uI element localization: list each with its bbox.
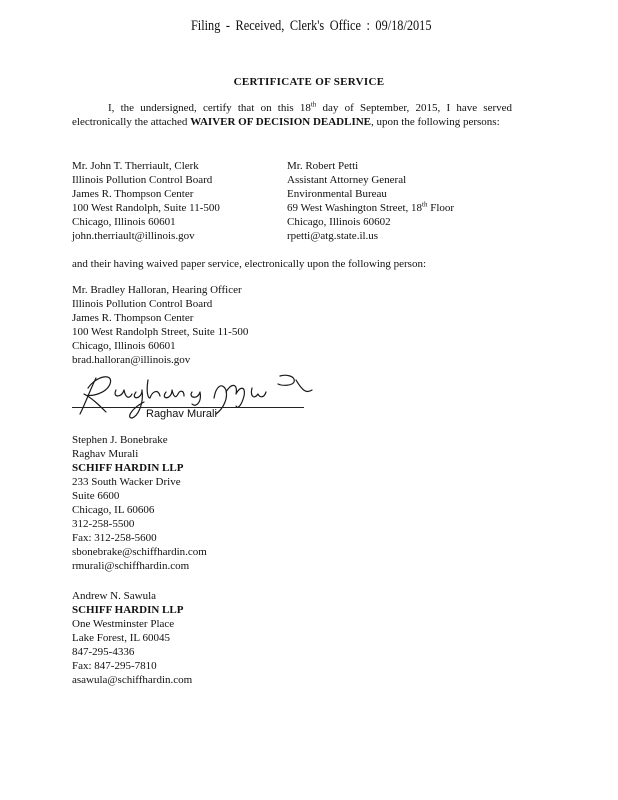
intro-paragraph (72, 101, 512, 129)
document-name: WAIVER OF DECISION DEADLINE (190, 116, 372, 128)
address-line: Mr. John T. Therriault, Clerk (72, 160, 199, 172)
address-line: Mr. Robert Petti (287, 160, 359, 172)
email-address: asawula@schiffhardin.com (72, 674, 193, 686)
recipient-clerk (72, 159, 220, 243)
document-title: CERTIFICATE OF SERVICE (233, 76, 385, 88)
phone-number: 312-258-5500 (72, 518, 135, 530)
fax-number: Fax: 312-258-5600 (72, 532, 157, 544)
address-line: James R. Thompson Center (72, 188, 194, 200)
signer-name: Raghav Murali (146, 408, 217, 420)
address-line: Environmental Bureau (287, 188, 387, 200)
email-address: brad.halloran@illinois.gov (72, 354, 191, 366)
counsel-name: Stephen J. Bonebrake (72, 434, 168, 446)
email-address: john.therriault@illinois.gov (72, 230, 195, 242)
address-line: Mr. Bradley Halloran, Hearing Officer (72, 284, 242, 296)
address-line: Assistant Attorney General (287, 174, 407, 186)
address-line (287, 201, 454, 215)
recipient-hearing-officer (72, 283, 248, 367)
email-address: rmurali@schiffhardin.com (72, 560, 190, 572)
waived-service-text: and their having waived paper service, electronically upon the following person: (72, 258, 427, 270)
address-line: Chicago, Illinois 60601 (72, 216, 176, 228)
phone-number: 847-295-4336 (72, 646, 135, 658)
counsel-name: Andrew N. Sawula (72, 590, 157, 602)
address-line: Lake Forest, IL 60045 (72, 632, 170, 644)
firm-name: SCHIFF HARDIN LLP (72, 604, 184, 616)
intro-sup: th (310, 100, 317, 109)
floor-text: Floor (427, 202, 455, 214)
address-line: 100 West Randolph Street, Suite 11-500 (72, 326, 249, 338)
email-address: rpetti@atg.state.il.us (287, 230, 379, 242)
recipient-attorney-general (287, 159, 454, 243)
counsel-block-chicago (72, 433, 207, 573)
address-line: Illinois Pollution Control Board (72, 298, 213, 310)
intro-text-2: day of September, 2015, I have served electronically the attached (72, 102, 512, 128)
address-line: Suite 6600 (72, 490, 120, 502)
firm-name: SCHIFF HARDIN LLP (72, 462, 184, 474)
intro-text-1: I, the undersigned, certify that on this 18 (108, 102, 311, 114)
counsel-name: Raghav Murali (72, 448, 139, 460)
address-line: 100 West Randolph, Suite 11-500 (72, 202, 220, 214)
address-line: Chicago, Illinois 60601 (72, 340, 176, 352)
intro-text-3: , upon the following persons: (371, 116, 500, 128)
address-line: Illinois Pollution Control Board (72, 174, 213, 186)
address-line: Chicago, Illinois 60602 (287, 216, 391, 228)
floor-sup: th (422, 200, 428, 209)
filing-header: Filing - Received, Clerk's Office : 09/18/2015 (190, 18, 432, 34)
fax-number: Fax: 847-295-7810 (72, 660, 157, 672)
address-line: One Westminster Place (72, 618, 175, 630)
address-line: 233 South Wacker Drive (72, 476, 181, 488)
address-line: James R. Thompson Center (72, 312, 194, 324)
street-text: 69 West Washington Street, 18 (287, 202, 423, 214)
address-line: Chicago, IL 60606 (72, 504, 155, 516)
email-address: sbonebrake@schiffhardin.com (72, 546, 207, 558)
counsel-block-lake-forest (72, 589, 192, 687)
